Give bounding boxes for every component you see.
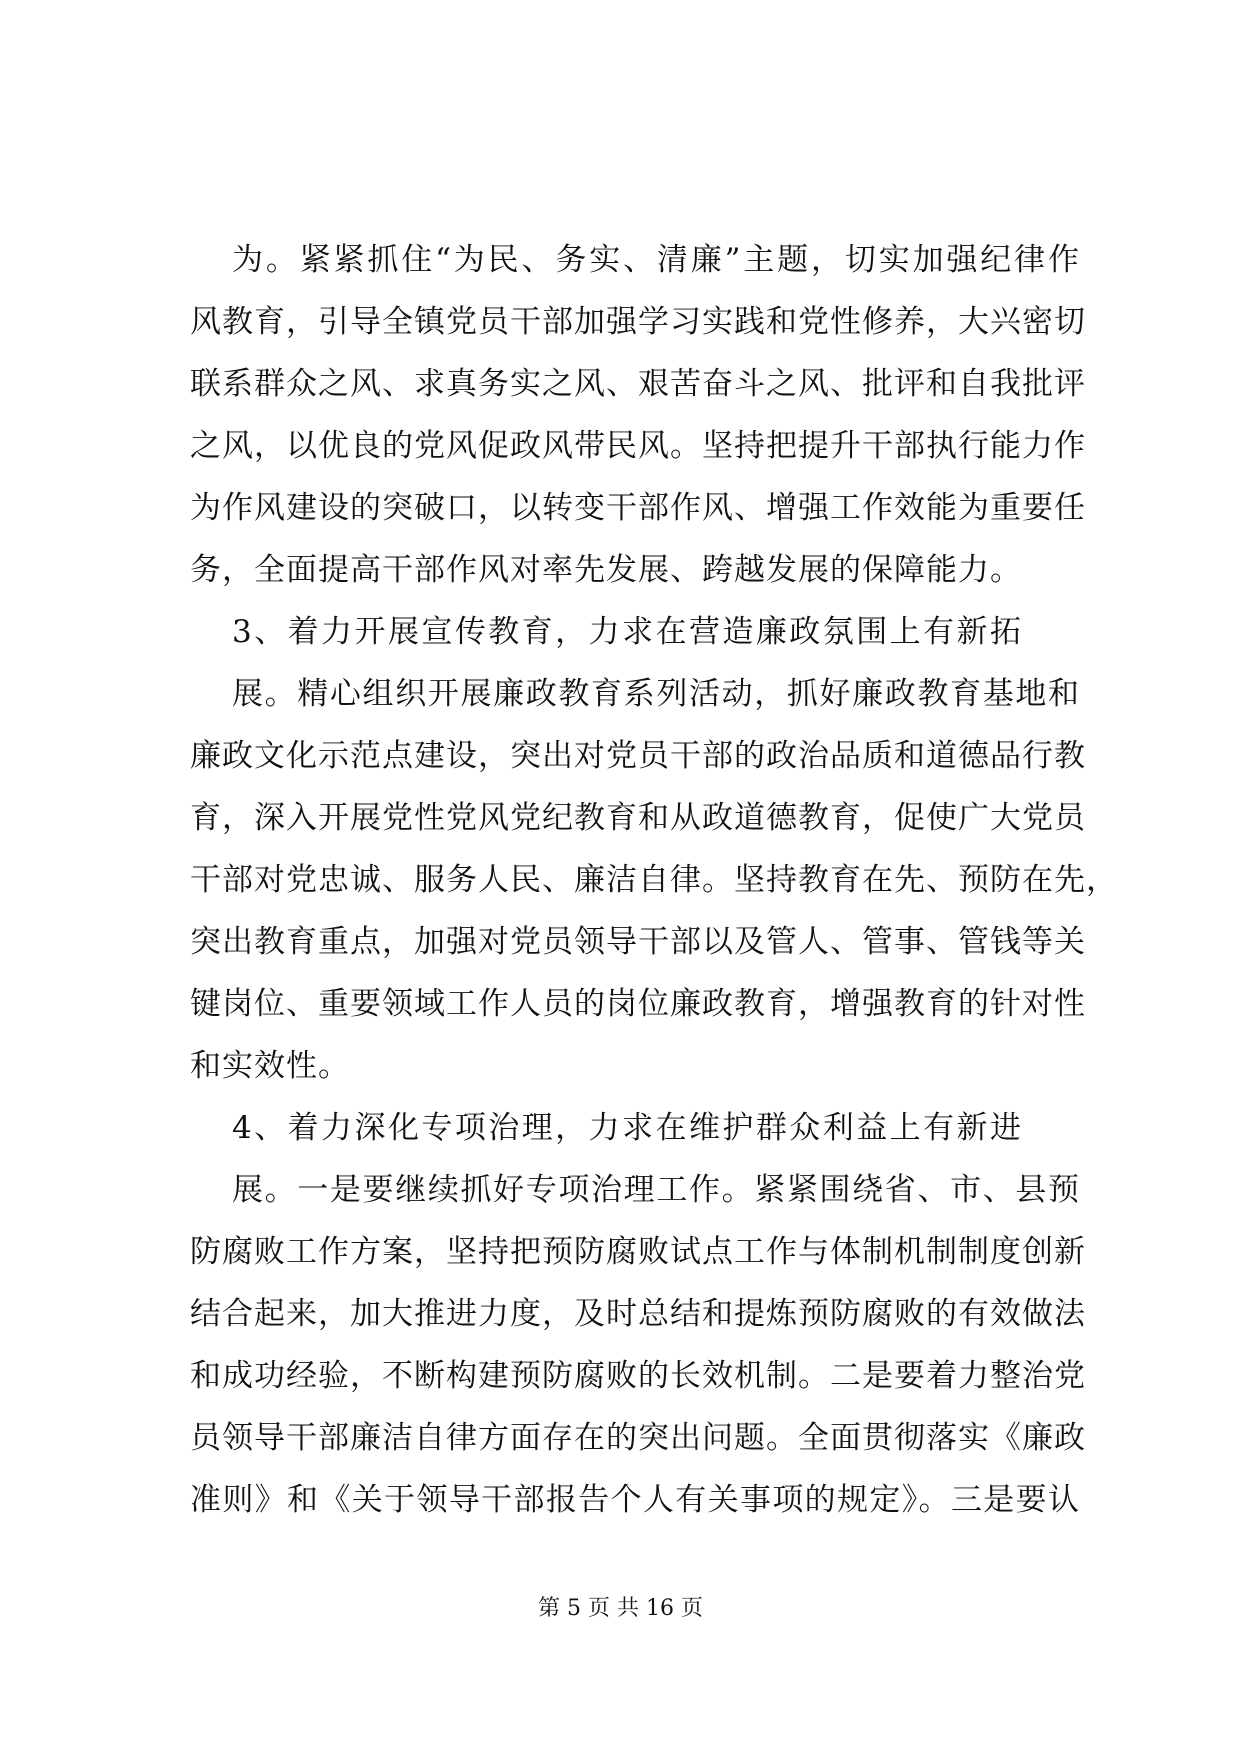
- section-heading: 3、着力开展宣传教育，力求在营造廉政氛围上有新拓: [232, 614, 1022, 650]
- text-line: 防腐败工作方案，坚持把预防腐败试点工作与体制机制制度创新: [190, 1234, 1086, 1270]
- text-line: 和实效性。: [190, 1048, 350, 1084]
- text-line: 干部对党忠诚、服务人民、廉洁自律。坚持教育在先、预防在先，: [190, 862, 1118, 898]
- text-line: 为。紧紧抓住“为民、务实、清廉”主题，切实加强纪律作: [232, 242, 1080, 278]
- text-line: 之风，以优良的党风促政风带民风。坚持把提升干部执行能力作: [190, 428, 1086, 464]
- text-line: 联系群众之风、求真务实之风、艰苦奋斗之风、批评和自我批评: [190, 366, 1086, 402]
- text-line: 准则》和《关于领导干部报告个人有关事项的规定》。三是要认: [190, 1482, 1080, 1518]
- text-line: 风教育，引导全镇党员干部加强学习实践和党性修养，大兴密切: [190, 304, 1086, 340]
- text-line: 育，深入开展党性党风党纪教育和从政道德教育，促使广大党员: [190, 800, 1086, 836]
- text-line: 突出教育重点，加强对党员领导干部以及管人、管事、管钱等关: [190, 924, 1086, 960]
- text-line: 展。精心组织开展廉政教育系列活动，抓好廉政教育基地和: [232, 676, 1080, 712]
- text-line: 和成功经验，不断构建预防腐败的长效机制。二是要着力整治党: [190, 1358, 1086, 1394]
- text-line: 员领导干部廉洁自律方面存在的突出问题。全面贯彻落实《廉政: [190, 1420, 1086, 1456]
- text-line: 廉政文化示范点建设，突出对党员干部的政治品质和道德品行教: [190, 738, 1086, 774]
- text-line: 键岗位、重要领域工作人员的岗位廉政教育，增强教育的针对性: [190, 986, 1086, 1022]
- section-heading: 4、着力深化专项治理，力求在维护群众利益上有新进: [232, 1110, 1022, 1146]
- text-line: 结合起来，加大推进力度，及时总结和提炼预防腐败的有效做法: [190, 1296, 1086, 1332]
- text-line: 为作风建设的突破口，以转变干部作风、增强工作效能为重要任: [190, 490, 1086, 526]
- text-line: 务，全面提高干部作风对率先发展、跨越发展的保障能力。: [190, 552, 1022, 588]
- page-number-footer: 第 5 页 共 16 页: [538, 1596, 703, 1621]
- text-line: 展。一是要继续抓好专项治理工作。紧紧围绕省、市、县预: [232, 1172, 1080, 1208]
